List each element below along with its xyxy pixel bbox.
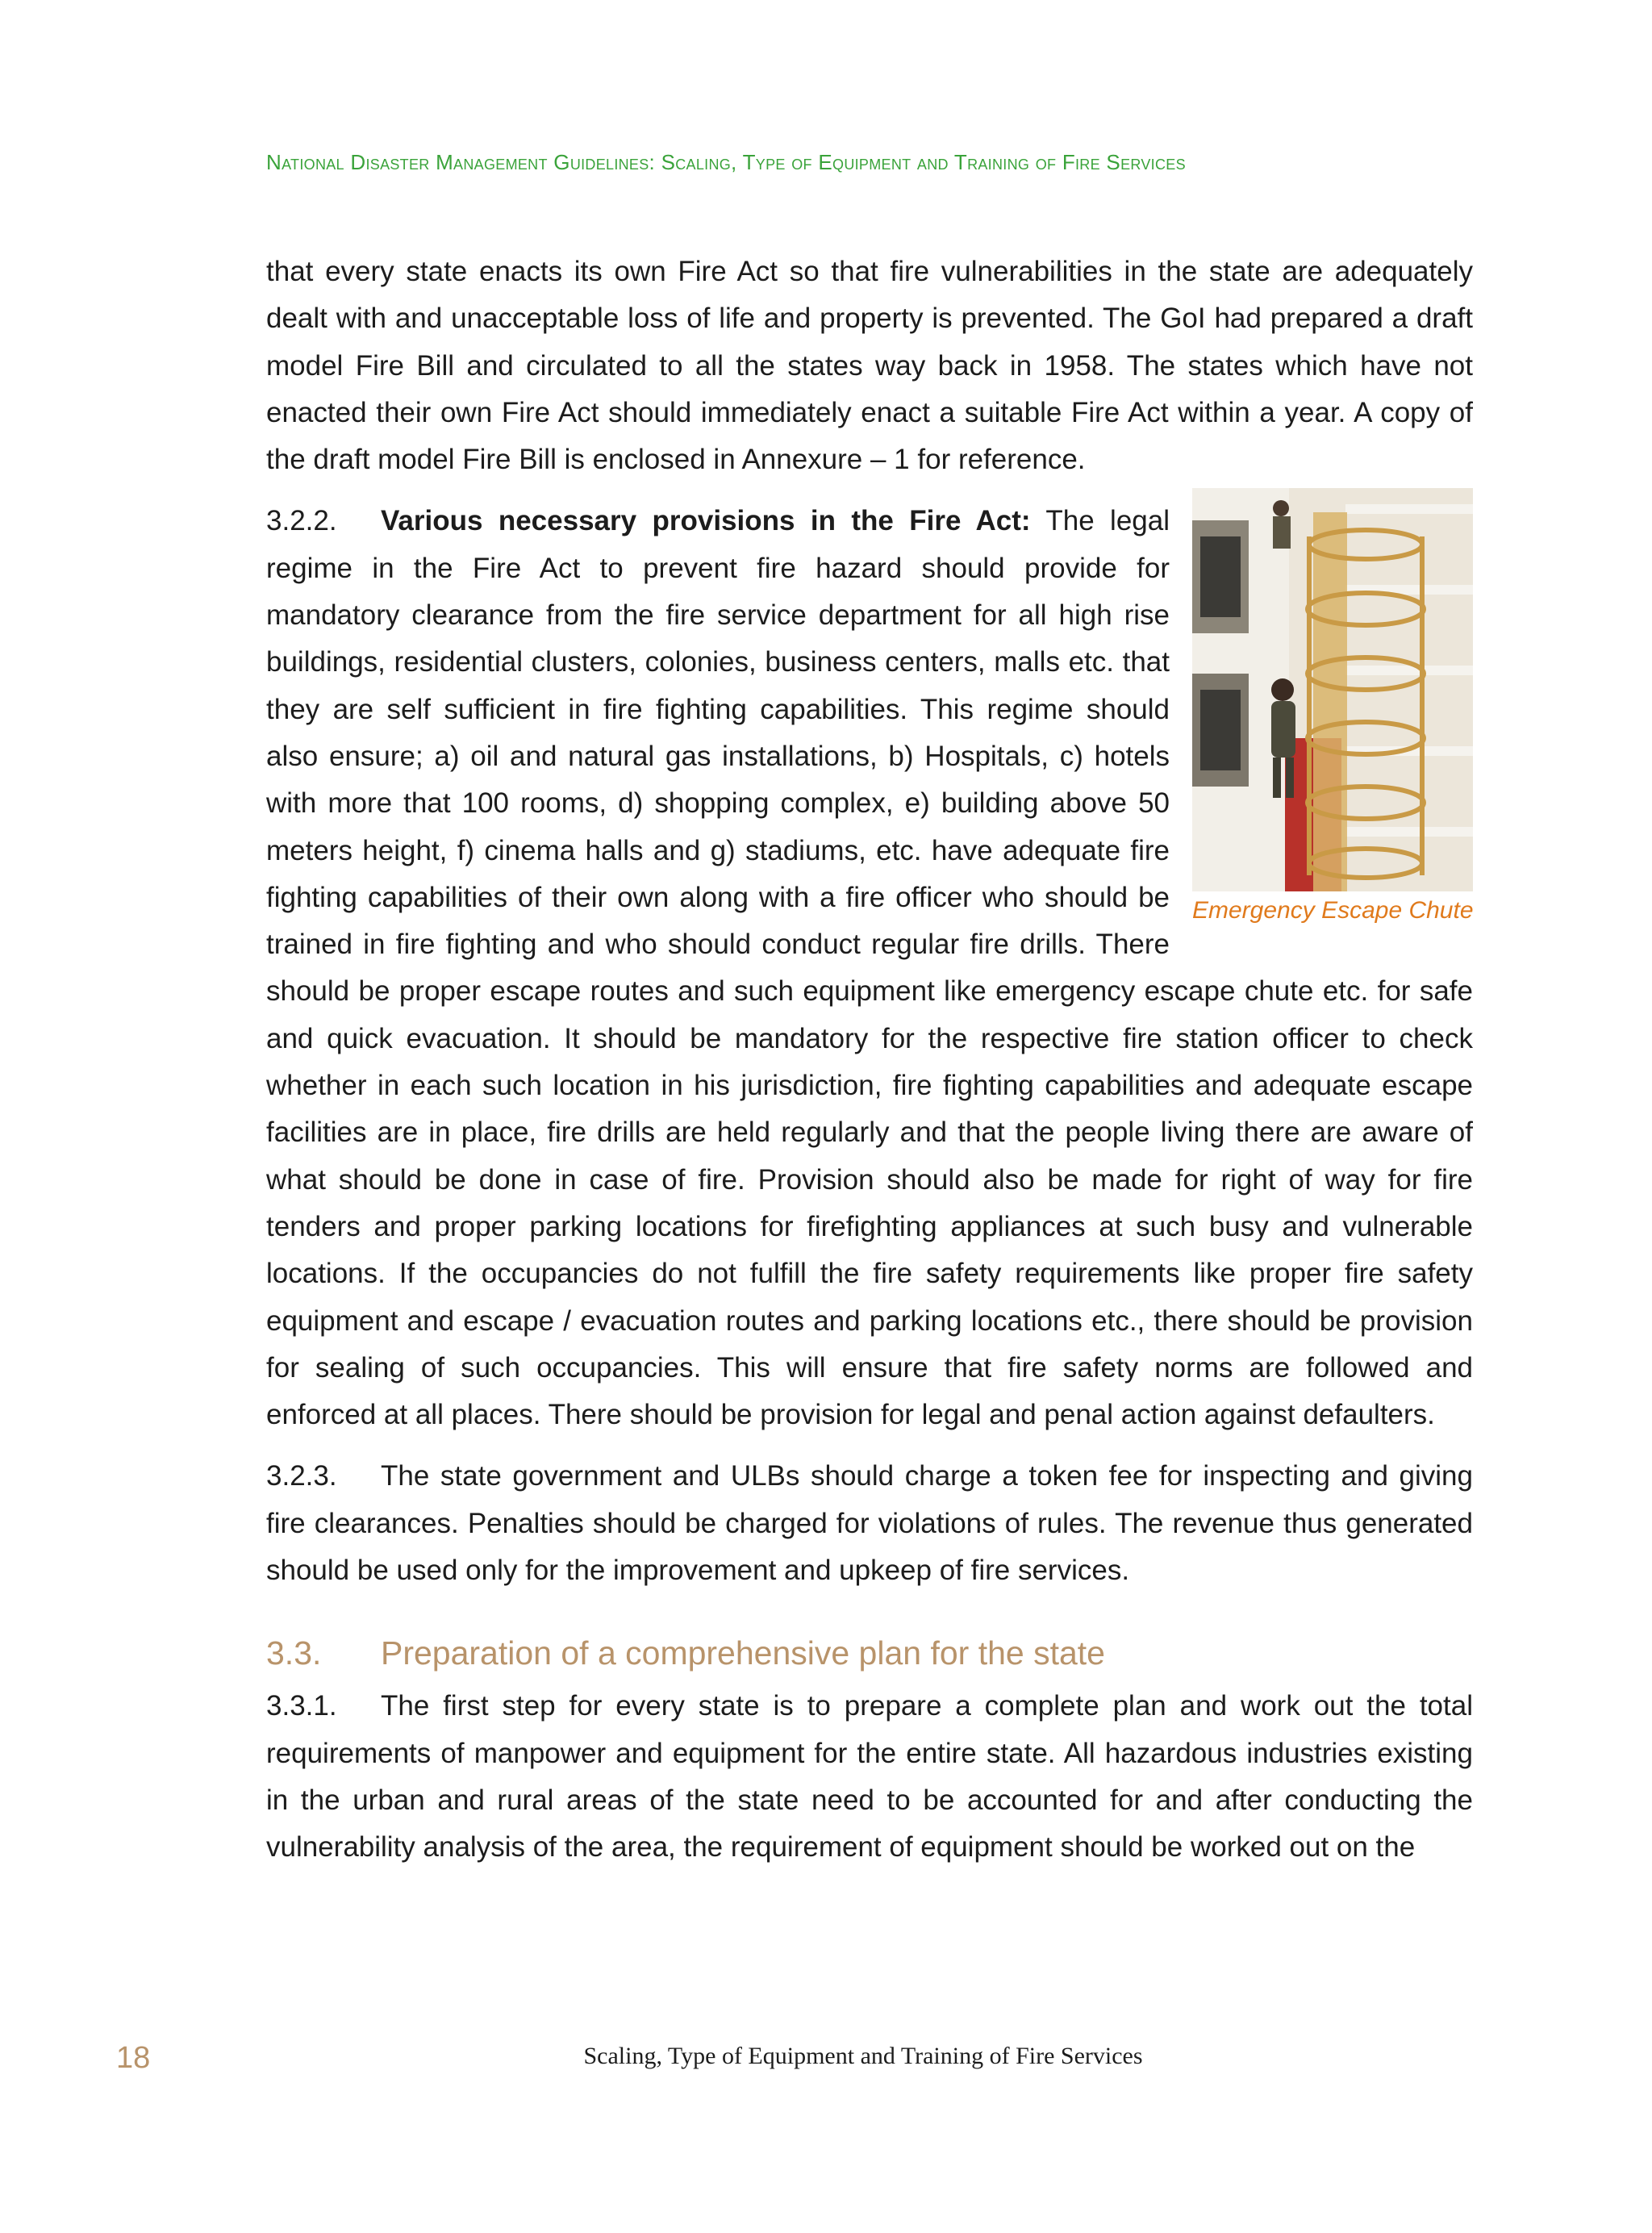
paragraph-number: 3.2.3. [266,1460,337,1492]
paragraph-text: The first step for every state is to prepare a complete plan and work out the total requirements of manpower and equipment for the entire state. All hazardous industries existing in the urban and rural areas of the state need to be accounted for and after conducting the vulnerability analysis of the area, the requirement of equipment should be worked out on the [266,1690,1473,1864]
paragraph-number: 3.2.2. [266,505,337,537]
footer-title: Scaling, Type of Equipment and Training of Fire Services [583,2043,1143,2069]
figure-escape-chute [1192,488,1473,927]
paragraph-text: The state government and ULBs should charge a token fee for inspecting and giving fire clearances. Penalties should be charged for violations of rules. The revenue thus generated should be used only for the improvement and upkeep of fire services. [266,1460,1473,1587]
body-text [266,248,1473,1872]
escape-chute-illustration [1192,488,1473,891]
intro-paragraph: that every state enacts its own Fire Act so that fire vulnerabilities in the state are adequately dealt with and unacceptable loss of life and property is prevented. The GoI had prepared a draft model Fire Bill and circulated to all the states way back in 1958. The states which have not enacted their own Fire Act should immediately enact a suitable Fire Act within a year. A copy of the draft model Fire Bill is enclosed in Annexure – 1 for reference. [266,256,1473,476]
paragraph-3-2-3 [266,1453,1473,1594]
section-number: 3.3. [266,1634,322,1672]
paragraph-lead: Various necessary provisions in the Fire Act: [381,505,1031,537]
escape-chute-photo [1192,488,1473,891]
paragraph-number: 3.3.1. [266,1690,337,1722]
figure-caption: Emergency Escape Chute [1192,897,1474,925]
paragraph-3-3-1 [266,1683,1473,1871]
section-title: Preparation of a comprehensive plan for the state [381,1634,1105,1672]
running-header: National Disaster Management Guidelines: Scaling, Type of Equipment and Training of Fire Services [266,150,1186,174]
page-number: 18 [116,2041,151,2075]
section-heading-3-3 [266,1630,1473,1676]
paragraph-text: The legal regime in the Fire Act to prevent fire hazard should provide for mandatory clearance from the fire service department for all high rise buildings, residential clusters, colonies, business centers, malls etc. that they are self sufficient in fire fighting capabilities. This regime should also ensure; a) oil and natural gas installations, b) Hospitals, c) hotels with more that 100 rooms, d) shopping complex, e) building above 50 meters height, f) cinema halls and g) stadiums, etc. have adequate fire fighting capabilities of their own along with a fire officer who should be trained in fire fighting and who should conduct regular fire drills. There should be proper escape routes and such equipment like emergency escape chute etc. for safe and quick evacuation. It should be mandatory for the respective fire station officer to check whether in each such location in his jurisdiction, fire fighting capabilities and adequate escape facilities are in place, fire drills are held regularly and that the people living there are aware of what should be done in case of fire. Provision should also be made for right of way for fire tenders and proper parking locations for firefighting appliances at such busy and vulnerable locations. If the occupancies do not fulfill the fire safety requirements like proper fire safety equipment and escape / evacuation routes and parking locations etc., there should be provision for sealing of such occupancies. This will ensure that fire safety norms are followed and enforced at all places. There should be provision for legal and penal action against defaulters. [266,505,1473,1431]
paragraph-3-2-2 [266,498,1473,1438]
